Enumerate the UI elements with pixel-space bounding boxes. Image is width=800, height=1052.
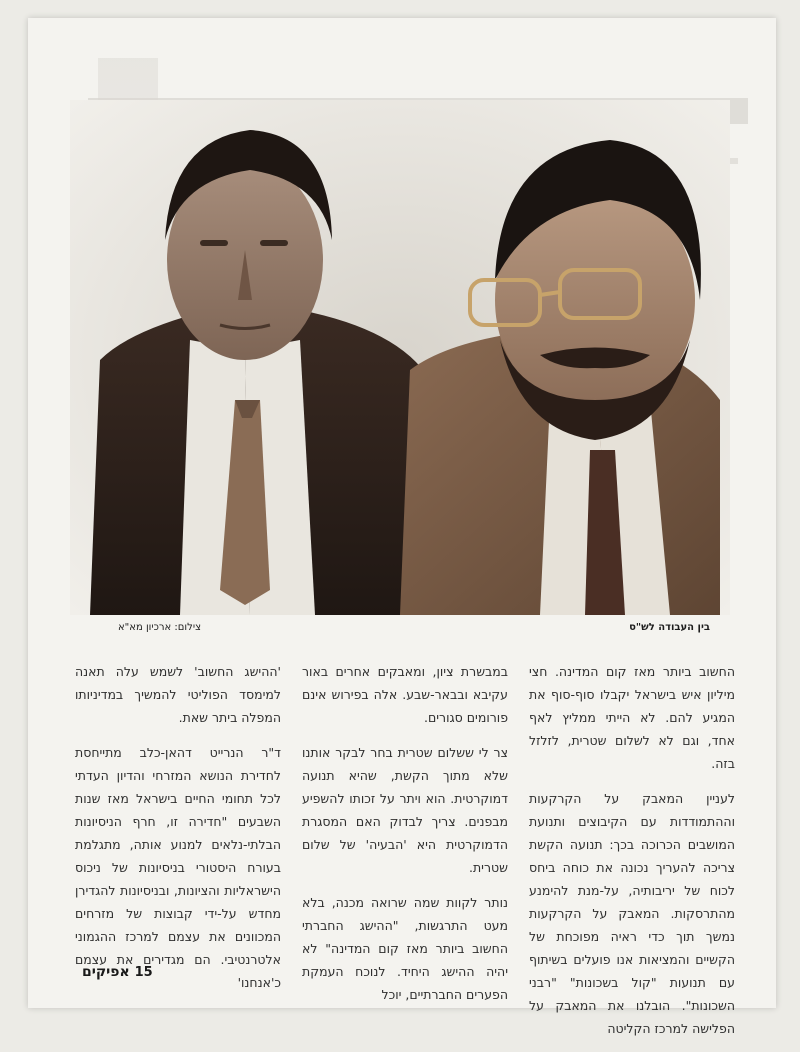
paragraph: החשוב ביותר מאז קום המדינה. חצי מיליון איש בישראל יקבלו סוף-סוף את המגיע להם. לא הייתי ממליץ לאף אחד, וגם לא לשלום שטרית, לזלזל בזה. (529, 664, 735, 771)
column-right (529, 660, 735, 1052)
paragraph: נותר לקוות שמה שרואה מכנה, בלא מעט התרגשות, "ההישג החברתי החשוב ביותר מאז קום המדינה" לא יהיה ההישג היחיד. לנוכח העמקת הפערים החברתיים, יוכל (302, 895, 508, 1002)
photo-credit: צילום: ארכיון מא"א (118, 622, 202, 633)
page-number: 15 (134, 965, 153, 980)
photo-caption: בין העבודה לש"ס (629, 622, 710, 633)
paragraph: לעניין המאבק על הקרקעות וההתמודדות עם הקיבוצים ותנועת המושבים הכרוכה בכך: תנועה הקשת צריכה להעריך נכונה את כוחה ביחס לכוח של יריבותיה, על-מנת להימנע מהתרסקות. המאבק על הקרקעות נמשך תוך כדי ראיה מפוכחת של הקשיים והמציאות אנו פועלים בשיתוף עם תנועות "קול בשכונות" "רבני השכונות". הובלנו את המאבק על הפלישה למרכז הקליטה (529, 791, 735, 1036)
portrait-photo (70, 100, 730, 615)
magazine-name: אפיקים (82, 964, 130, 980)
column-middle (302, 660, 508, 1018)
paragraph: במבשרת ציון, ומאבקים אחרים באור עקיבא ובבאר-שבע. אלה בפירוש אינם פורומים סגורים. (302, 664, 508, 725)
page-footer (82, 964, 153, 980)
paragraph: צר לי ששלום שטרית בחר לבקר אותנו שלא מתוך הקשת, שהיא תנועה דמוקרטית. הוא ויתר על זכותו להשפיע מבפנים. צריך לבדוק האם המסגרת הדמוקרטית היא 'הבעיה' של שלום שטרית. (302, 745, 508, 875)
paragraph: ד"ר הנרייט דהאן-כלב מתייחסת לחדירת הנושא המזרחי והדיון העדתי לכל תחומי החיים בישראל מאז שנות השבעים "חדירה זו, חרף הניסיונות הבלתי-נלאים למנוע אותה, מתגלמת בעורח היסטורי בניסיונות של ניכוס הישראליות והציונות, ובניסיונות להגדירן מחדש על-ידי קבוצות של מזרחים המכוונים את עצמם למרכז ההגמוני אלטרנטיבי. הם מגדירים את עצמם כ'אנחנו' (75, 745, 281, 990)
paragraph: 'ההישג החשוב' לשמש עלה תאנה למימסד הפוליטי להמשיך במדיניותו המפלה ביתר שאת. (75, 664, 281, 725)
column-left (75, 660, 281, 1006)
